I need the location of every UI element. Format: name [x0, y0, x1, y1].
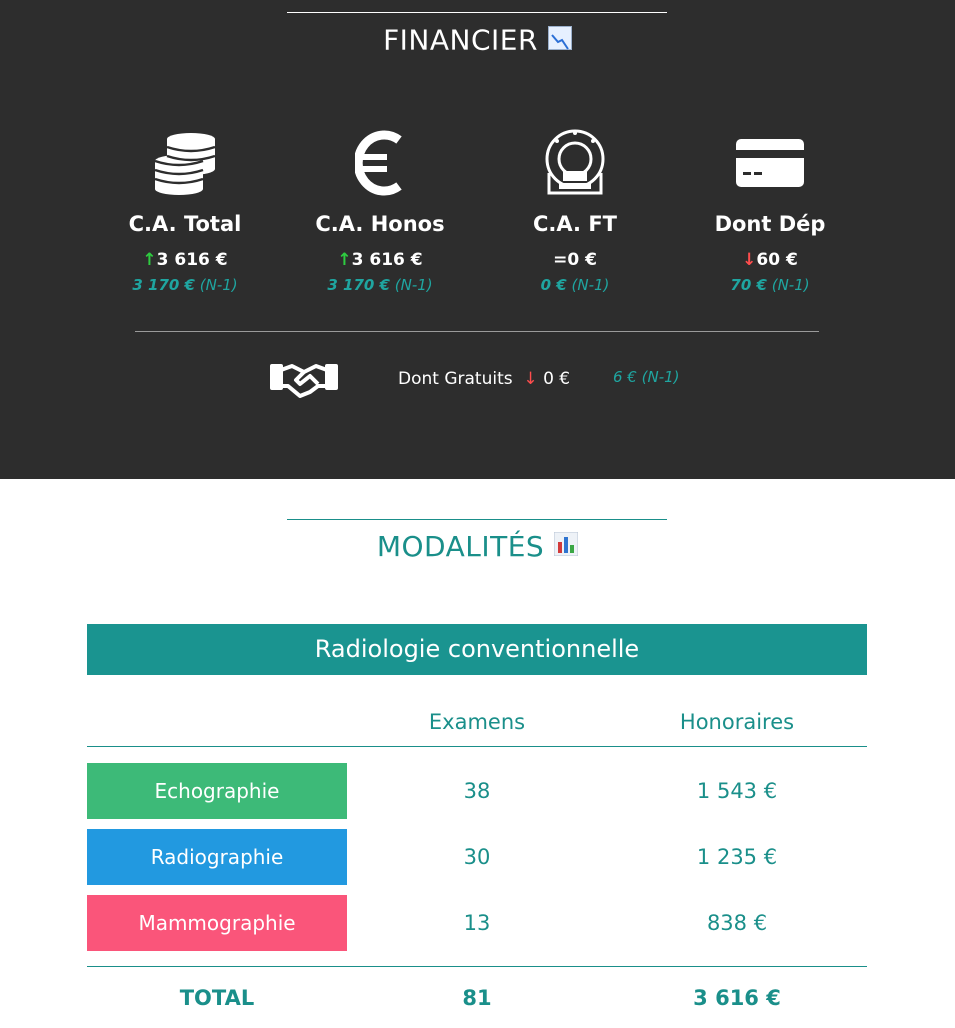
table-total-divider [87, 966, 867, 967]
bar-chart-icon [554, 530, 578, 563]
financier-title: FINANCIER [0, 22, 955, 57]
kpi-value: =0 € [553, 250, 597, 270]
kpi-dont-dep: Dont Dép ↓60 € 70 € (N-1) [670, 125, 870, 294]
kpi-value: ↓60 € [742, 250, 798, 270]
kpi-value: ↑3 616 € [337, 250, 423, 270]
kpi-previous: 0 € (N-1) [540, 276, 610, 294]
gratuits-previous: 6 € (N-1) [613, 368, 680, 386]
total-examens: 81 [462, 986, 492, 1010]
financier-title-rule [287, 12, 667, 13]
modality-label: Mammographie [87, 895, 347, 951]
gratuits-value: Dont Gratuits ↓ 0 € [398, 369, 571, 389]
kpi-previous: 70 € (N-1) [730, 276, 810, 294]
modalites-title: MODALITÉS [0, 530, 955, 565]
scanner-icon [475, 125, 675, 200]
credit-card-icon [670, 125, 870, 200]
handshake-icon [270, 354, 340, 406]
coins-icon [85, 125, 285, 200]
modality-label: Radiographie [87, 829, 347, 885]
kpi-value: ↑3 616 € [142, 250, 228, 270]
examens-cell: 38 [463, 779, 491, 803]
financier-section [0, 0, 955, 479]
modalites-title-rule [287, 519, 667, 520]
honoraires-cell: 838 € [706, 911, 768, 935]
honoraires-cell: 1 543 € [696, 779, 778, 803]
chart-decreasing-icon [548, 26, 572, 50]
total-honoraires: 3 616 € [693, 986, 781, 1010]
kpi-ca-total: C.A. Total ↑3 616 € 3 170 € (N-1) [85, 125, 285, 294]
total-label: TOTAL [179, 986, 255, 1010]
section-band: Radiologie conventionnelle [87, 624, 867, 675]
euro-icon [280, 125, 480, 200]
header-honoraires: Honoraires [679, 710, 795, 734]
examens-cell: 30 [463, 845, 491, 869]
honoraires-cell: 1 235 € [696, 845, 778, 869]
table-header-divider [87, 746, 867, 747]
kpi-ca-honos: C.A. Honos ↑3 616 € 3 170 € (N-1) [280, 125, 480, 294]
kpi-ca-ft: C.A. FT =0 € 0 € (N-1) [475, 125, 675, 294]
kpi-previous: 3 170 € (N-1) [327, 276, 433, 294]
examens-cell: 13 [463, 911, 491, 935]
kpi-previous: 3 170 € (N-1) [132, 276, 238, 294]
header-examens: Examens [428, 710, 526, 734]
financier-divider [135, 331, 819, 332]
modality-label: Echographie [87, 763, 347, 819]
